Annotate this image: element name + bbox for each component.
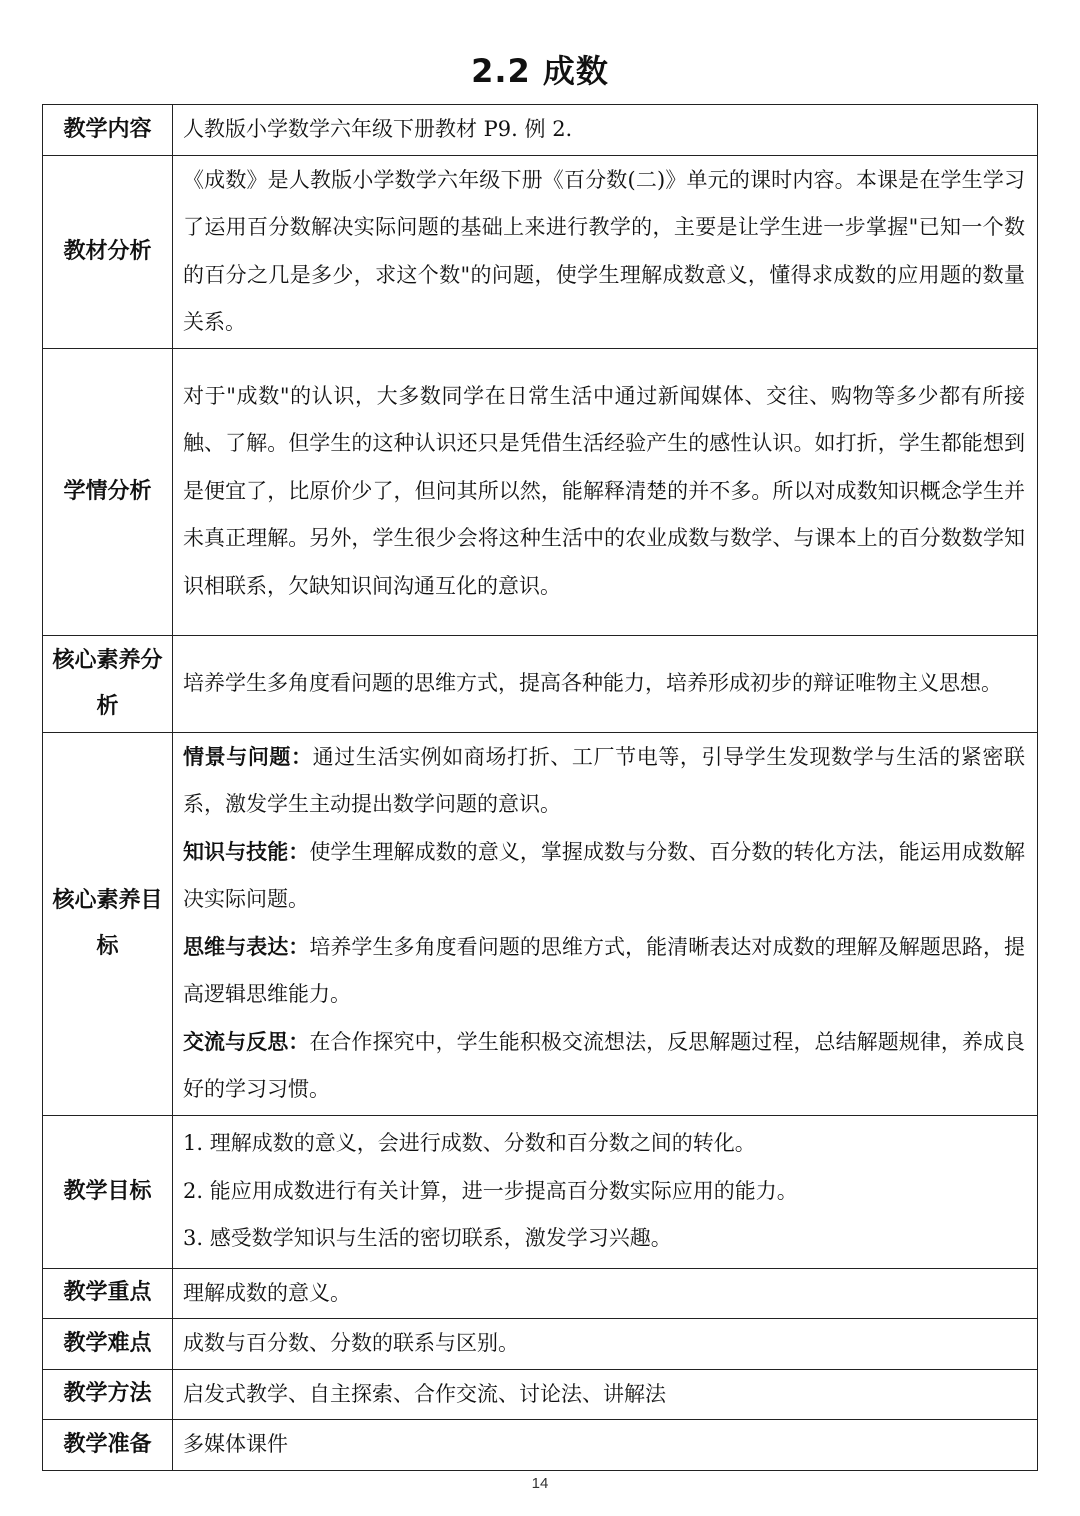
- row-label-difficulties: 教学难点: [43, 1319, 173, 1370]
- table-row: [43, 348, 1038, 635]
- table-row: [43, 155, 1038, 348]
- row-content-key-points: 理解成数的意义。: [173, 1268, 1038, 1319]
- page-title: 2.2 成数: [471, 52, 609, 90]
- row-label-preparation: 教学准备: [43, 1420, 173, 1471]
- row-content-textbook-analysis: 《成数》是人教版小学数学六年级下册《百分数(二)》单元的课时内容。本课是在学生学习了运用百分数解决实际问题的基础上来进行教学的，主要是让学生进一步掌握"已知一个数的百分之几是多少，求这个数"的问题，使学生理解成数意义，懂得求成数的应用题的数量关系。: [173, 155, 1038, 348]
- lesson-plan-table: [42, 104, 1038, 1471]
- table-row: [43, 635, 1038, 732]
- page-number: 14: [531, 1475, 549, 1492]
- goal-paragraph: [183, 734, 1025, 829]
- goal-text: 通过生活实例如商场打折、工厂节电等，引导学生发现数学与生活的紧密联系，激发学生主动提出数学问题的意识。: [183, 744, 1026, 816]
- row-label-textbook-analysis: 教材分析: [43, 155, 173, 348]
- row-label-key-points: 教学重点: [43, 1268, 173, 1319]
- row-label-core-literacy-goals: 核心素养目标: [43, 732, 173, 1115]
- row-content-teaching-content: 人教版小学数学六年级下册教材 P9. 例 2.: [173, 105, 1038, 156]
- row-label-core-literacy-analysis: 核心素养分析: [43, 635, 173, 732]
- goal-title: 情景与问题：: [183, 744, 313, 769]
- table-row: [43, 105, 1038, 156]
- row-content-methods: 启发式教学、自主探索、合作交流、讨论法、讲解法: [173, 1369, 1038, 1420]
- goal-text: 在合作探究中，学生能积极交流想法，反思解题过程，总结解题规律，养成良好的学习习惯。: [183, 1029, 1026, 1101]
- row-label-student-analysis: 学情分析: [43, 348, 173, 635]
- goal-title: 思维与表达：: [183, 934, 310, 959]
- row-content-teaching-goals: [173, 1115, 1038, 1268]
- table-row: [43, 1369, 1038, 1420]
- goal-title: 知识与技能：: [183, 839, 310, 864]
- row-label-teaching-content: 教学内容: [43, 105, 173, 156]
- table-row: [43, 732, 1038, 1115]
- table-row: [43, 1420, 1038, 1471]
- goal-paragraph: [183, 1019, 1025, 1114]
- list-item: 2. 能应用成数进行有关计算，进一步提高百分数实际应用的能力。: [183, 1178, 798, 1203]
- row-content-core-literacy-goals: [173, 732, 1038, 1115]
- row-content-preparation: 多媒体课件: [173, 1420, 1038, 1471]
- table-row: [43, 1115, 1038, 1268]
- goal-text: 使学生理解成数的意义，掌握成数与分数、百分数的转化方法，能运用成数解决实际问题。: [183, 839, 1026, 911]
- row-label-methods: 教学方法: [43, 1369, 173, 1420]
- row-content-student-analysis: 对于"成数"的认识，大多数同学在日常生活中通过新闻媒体、交往、购物等多少都有所接触、了解。但学生的这种认识还只是凭借生活经验产生的感性认识。如打折，学生都能想到是便宜了，比原价少了，但问其所以然，能解释清楚的并不多。所以对成数知识概念学生并未真正理解。另外，学生很少会将这种生活中的农业成数与数学、与课本上的百分数数学知识相联系，欠缺知识间沟通互化的意识。: [173, 348, 1038, 635]
- row-content-core-literacy-analysis: 培养学生多角度看问题的思维方式，提高各种能力，培养形成初步的辩证唯物主义思想。: [173, 635, 1038, 732]
- table-row: [43, 1268, 1038, 1319]
- goal-text: 培养学生多角度看问题的思维方式，能清晰表达对成数的理解及解题思路，提高逻辑思维能力。: [183, 934, 1026, 1006]
- table-row: [43, 1319, 1038, 1370]
- list-item: 3. 感受数学知识与生活的密切联系，激发学习兴趣。: [183, 1226, 672, 1251]
- row-content-difficulties: 成数与百分数、分数的联系与区别。: [173, 1319, 1038, 1370]
- goal-title: 交流与反思：: [183, 1029, 310, 1054]
- goal-paragraph: [183, 829, 1025, 924]
- row-label-teaching-goals: 教学目标: [43, 1115, 173, 1268]
- list-item: 1. 理解成数的意义，会进行成数、分数和百分数之间的转化。: [183, 1131, 756, 1156]
- goal-paragraph: [183, 924, 1025, 1019]
